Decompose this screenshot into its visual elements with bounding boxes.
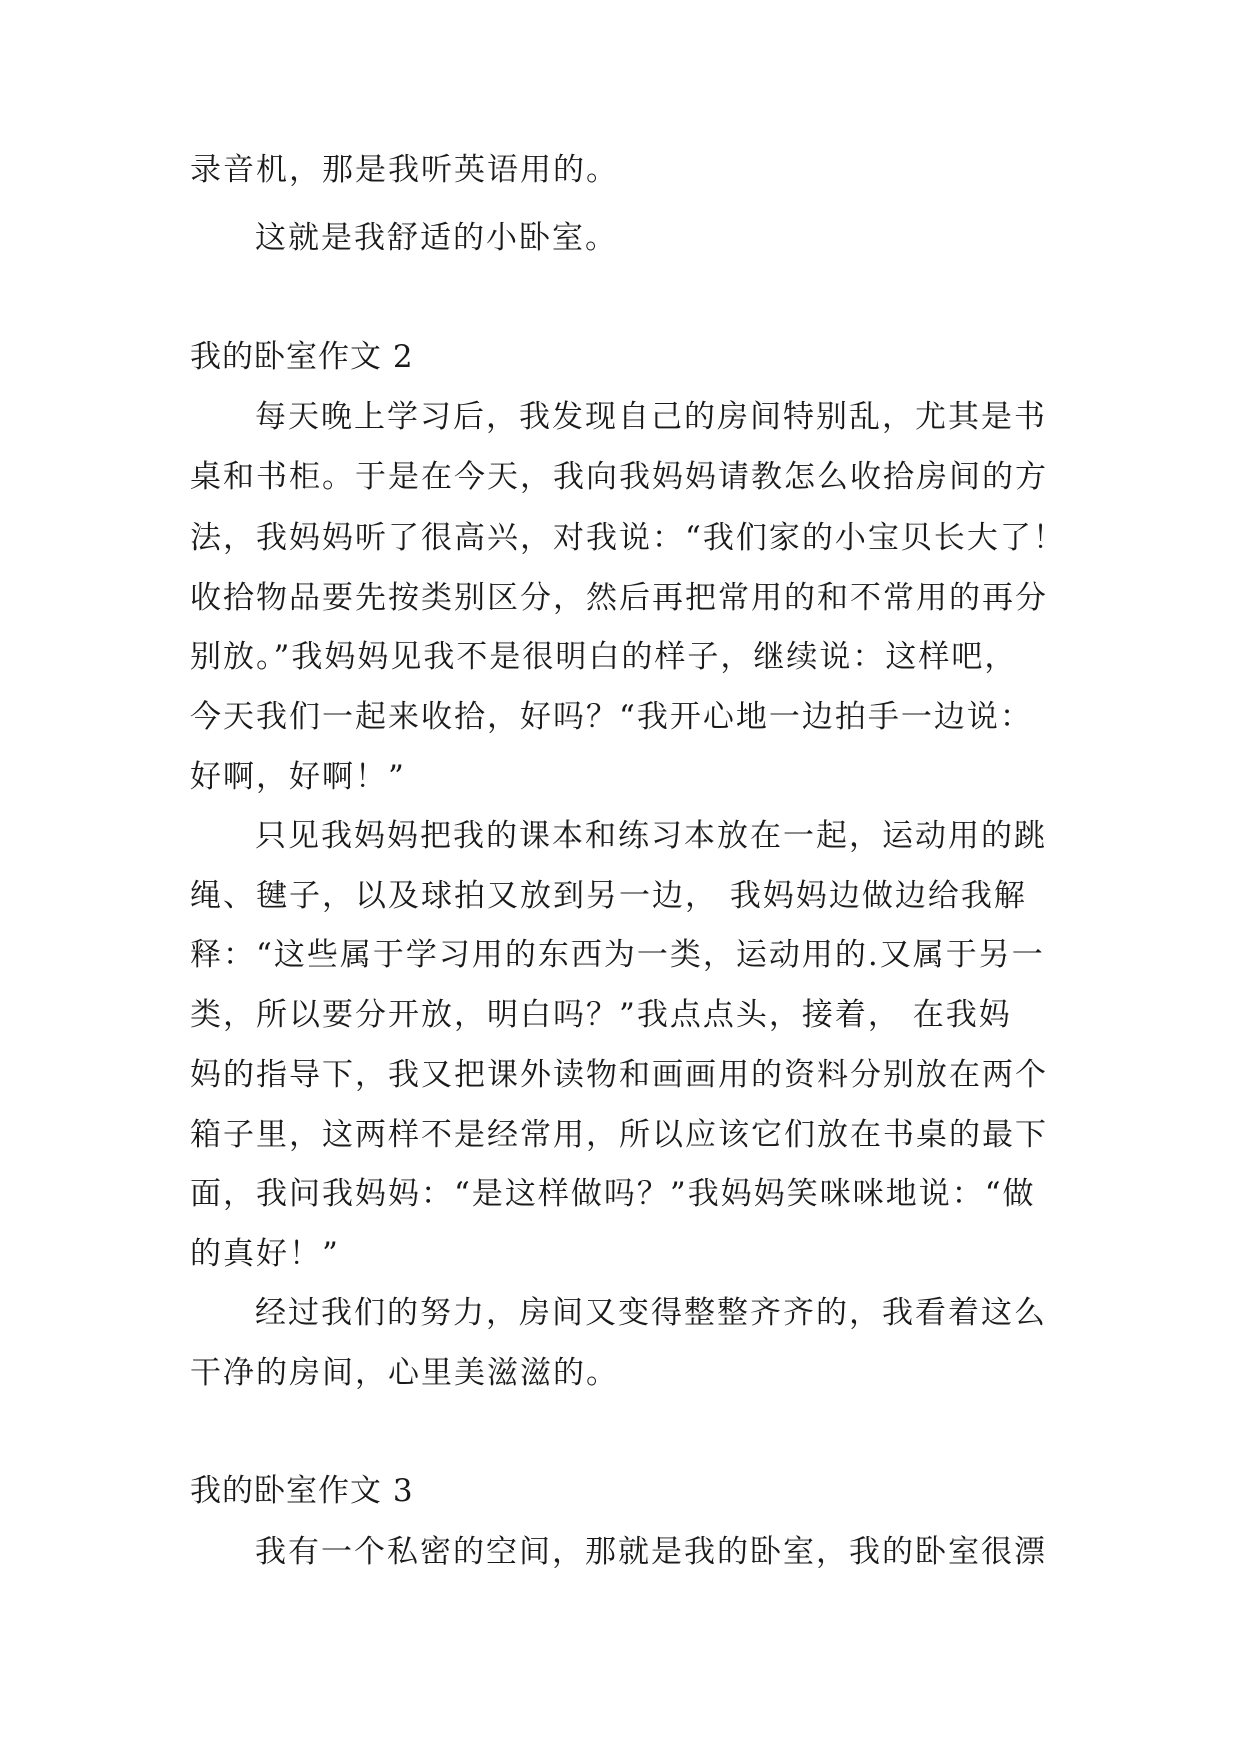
paragraph-line: 收拾物品要先按类别区分，然后再把常用的和不常用的再分 xyxy=(190,580,1048,616)
paragraph-line: 的真好！” xyxy=(190,1236,340,1272)
paragraph-line: 妈的指导下，我又把课外读物和画画用的资料分别放在两个 xyxy=(190,1057,1048,1093)
paragraph-line: 箱子里，这两样不是经常用，所以应该它们放在书桌的最下 xyxy=(190,1117,1048,1153)
paragraph-line: 干净的房间，心里美滋滋的。 xyxy=(190,1355,619,1391)
paragraph-line: 我有一个私密的空间，那就是我的卧室，我的卧室很漂 xyxy=(255,1534,1047,1570)
paragraph-line: 绳、毽子，以及球拍又放到另一边， 我妈妈边做边给我解 xyxy=(190,878,1027,914)
paragraph-line: 这就是我舒适的小卧室。 xyxy=(255,220,618,256)
paragraph-line: 法，我妈妈听了很高兴，对我说：“我们家的小宝贝长大了！ xyxy=(190,520,1066,556)
paragraph-line: 类，所以要分开放，明白吗？”我点点头，接着， 在我妈 xyxy=(190,997,1012,1033)
paragraph-line: 只见我妈妈把我的课本和练习本放在一起，运动用的跳 xyxy=(255,818,1047,854)
section-heading: 我的卧室作文 2 xyxy=(190,339,414,375)
paragraph-line: 今天我们一起来收拾，好吗？“我开心地一边拍手一边说： xyxy=(190,699,1033,735)
paragraph-line: 别放。”我妈妈见我不是很明白的样子，继续说：这样吧， xyxy=(190,639,1018,675)
paragraph-line: 录音机，那是我听英语用的。 xyxy=(190,152,619,188)
paragraph-line: 释：“这些属于学习用的东西为一类，运动用的.又属于另一 xyxy=(190,937,1045,973)
paragraph-line: 好啊，好啊！” xyxy=(190,759,406,795)
section-heading: 我的卧室作文 3 xyxy=(190,1473,414,1509)
paragraph-line: 经过我们的努力，房间又变得整整齐齐的，我看着这么 xyxy=(255,1295,1047,1331)
paragraph-line: 面，我问我妈妈：“是这样做吗？”我妈妈笑咪咪地说：“做 xyxy=(190,1176,1036,1212)
paragraph-line: 每天晚上学习后，我发现自己的房间特别乱，尤其是书 xyxy=(255,399,1047,435)
paragraph-line: 桌和书柜。于是在今天，我向我妈妈请教怎么收拾房间的方 xyxy=(190,459,1048,495)
